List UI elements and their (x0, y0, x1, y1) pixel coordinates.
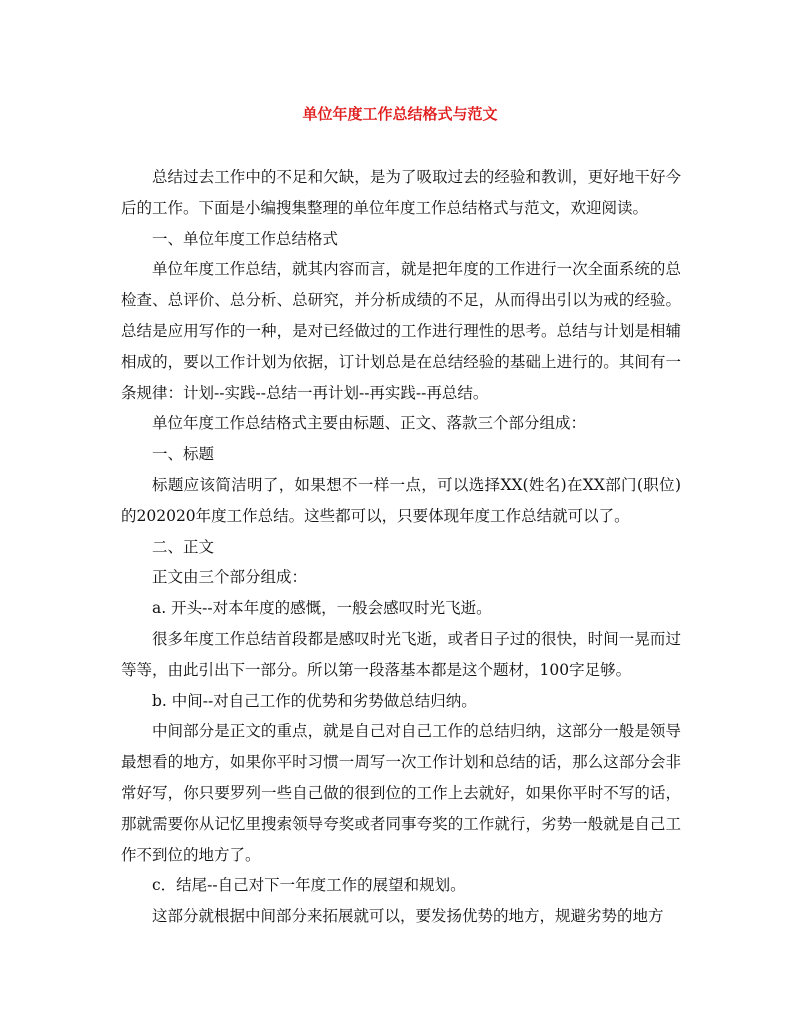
paragraph-definition: 单位年度工作总结，就其内容而言，就是把年度的工作进行一次全面系统的总检查、总评价、总分析、总研究，并分析成绩的不足，从而得出引以为戒的经验。总结是应用写作的一种，是对已经做过的工作进行理性的思考。总结与计划是相辅相成的，要以工作计划为依据，订计划总是在总结经验的基础上进行的。其间有一条规律：计划--实践--总结一再计划--再实践--再总结。 (121, 260, 681, 402)
item-ending: c．结尾--自己对下一年度工作的展望和规划。 (152, 876, 466, 895)
paragraph-ending-detail: 这部分就根据中间部分来拓展就可以，要发扬优势的地方，规避劣势的地方 (152, 907, 664, 926)
item-middle: b. 中间--对自己工作的优势和劣势做总结归纳。 (152, 691, 477, 710)
heading-format: 一、单位年度工作总结格式 (152, 229, 339, 248)
document-body (121, 162, 681, 932)
paragraph-body-parts: 正文由三个部分组成： (152, 568, 308, 587)
heading-title-section: 一、标题 (152, 445, 215, 464)
paragraph-opening-detail: 很多年度工作总结首段都是感叹时光飞逝，或者日子过的很快，时间一晃而过等等，由此引出下一部分。所以第一段落基本都是这个题材，100字足够。 (121, 629, 681, 679)
heading-body-section: 二、正文 (152, 537, 215, 556)
item-opening: a. 开头--对本年度的感慨，一般会感叹时光飞逝。 (152, 599, 492, 618)
paragraph-structure: 单位年度工作总结格式主要由标题、正文、落款三个部分组成： (152, 414, 587, 433)
paragraph-title-advice: 标题应该简洁明了，如果想不一样一点，可以选择XX(姓名)在XX部门(职位)的202020年度工作总结。这些都可以，只要体现年度工作总结就可以了。 (121, 475, 681, 525)
paragraph-middle-detail: 中间部分是正文的重点，就是自己对自己工作的总结归纳，这部分一般是领导最想看的地方，如果你平时习惯一周写一次工作计划和总结的话，那么这部分会非常好写，你只要罗列一些自己做的很到位的工作上去就好，如果你平时不写的话，那就需要你从记忆里搜索领导夸奖或者同事夸奖的工作就行，劣势一般就是自己工作不到位的地方了。 (121, 722, 681, 864)
paragraph-intro: 总结过去工作中的不足和欠缺，是为了吸取过去的经验和教训，更好地干好今后的工作。下面是小编搜集整理的单位年度工作总结格式与范文，欢迎阅读。 (121, 168, 681, 217)
document-title: 单位年度工作总结格式与范文 (302, 105, 498, 123)
